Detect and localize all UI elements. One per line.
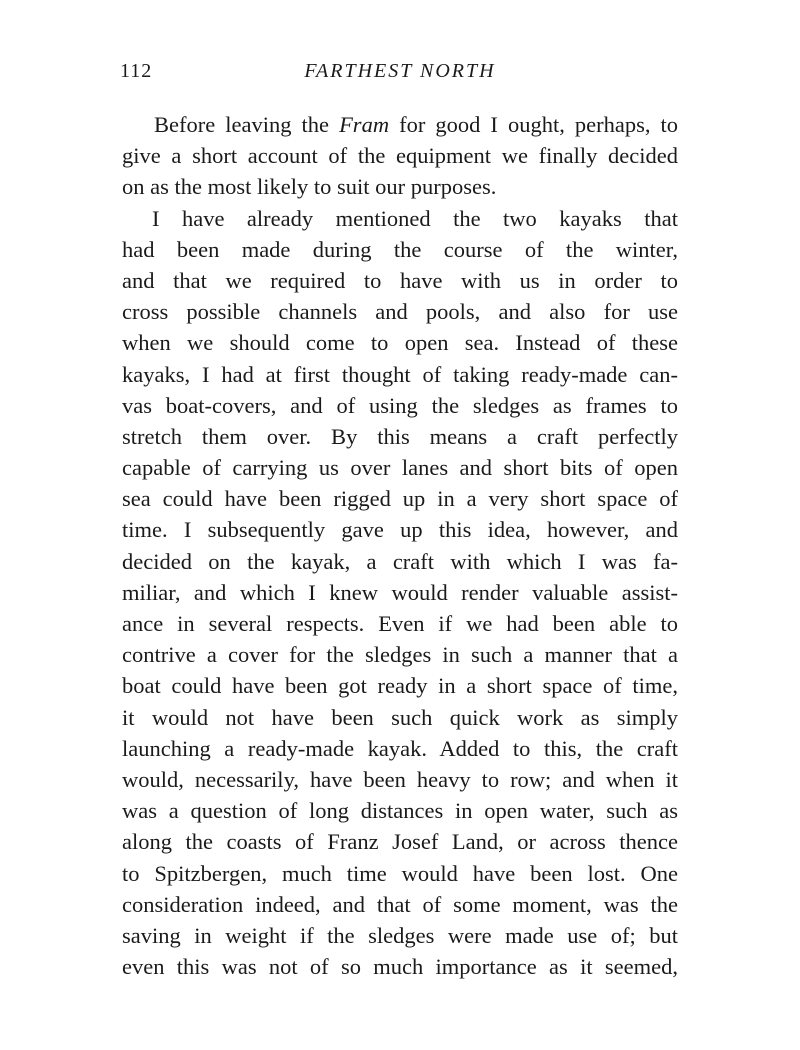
text-line: capable of carrying us over lanes and short bits of open (122, 455, 678, 481)
text-line: saving in weight if the sledges were made use of; but (122, 922, 678, 948)
text-line: give a short account of the equipment we finally decided (122, 143, 678, 169)
text-line: vas boat-covers, and of using the sledges as frames to (122, 392, 678, 418)
text-line: would, necessarily, have been heavy to row; and when it (122, 766, 678, 792)
text-line: stretch them over. By this means a craft perfectly (122, 423, 678, 449)
text-line: boat could have been got ready in a short space of time, (122, 673, 678, 699)
text-line: contrive a cover for the sledges in such a manner that a (122, 642, 678, 668)
ship-name-italic: Fram (339, 112, 390, 137)
text-line: and that we required to have with us in order to (122, 267, 678, 293)
text-line: when we should come to open sea. Instead of these (122, 330, 678, 356)
text-line: to Spitzbergen, much time would have been lost. One (122, 860, 678, 886)
text-line: miliar, and which I knew would render valuable assist- (122, 579, 678, 605)
running-head (120, 60, 680, 90)
text-line: I have already mentioned the two kayaks that (152, 205, 678, 231)
text-line: on as the most likely to suit our purposes. (122, 174, 497, 200)
text-line: consideration indeed, and that of some moment, was the (122, 891, 678, 917)
text-line: cross possible channels and pools, and also for use (122, 299, 678, 325)
text-line: had been made during the course of the winter, (122, 236, 678, 262)
text-line: sea could have been rigged up in a very short space of (122, 486, 678, 512)
page-number: 112 (120, 60, 153, 82)
text-line: launching a ready-made kayak. Added to this, the craft (122, 735, 678, 761)
text-line: Before leaving the Fram for good I ought, perhaps, to (154, 112, 679, 137)
text-line: along the coasts of Franz Josef Land, or across thence (122, 829, 678, 855)
running-title: FARTHEST NORTH (304, 60, 496, 82)
text-line: decided on the kayak, a craft with which I was fa- (122, 548, 678, 574)
body-text (122, 109, 678, 982)
text-line: it would not have been such quick work as simply (122, 704, 678, 730)
text-line: was a question of long distances in open water, such as (122, 798, 678, 824)
text-line: kayaks, I had at first thought of taking ready-made can- (122, 361, 678, 387)
text-line: even this was not of so much importance as it seemed, (122, 954, 678, 980)
text-line: time. I subsequently gave up this idea, however, and (122, 517, 678, 543)
text-line: ance in several respects. Even if we had been able to (122, 611, 678, 636)
